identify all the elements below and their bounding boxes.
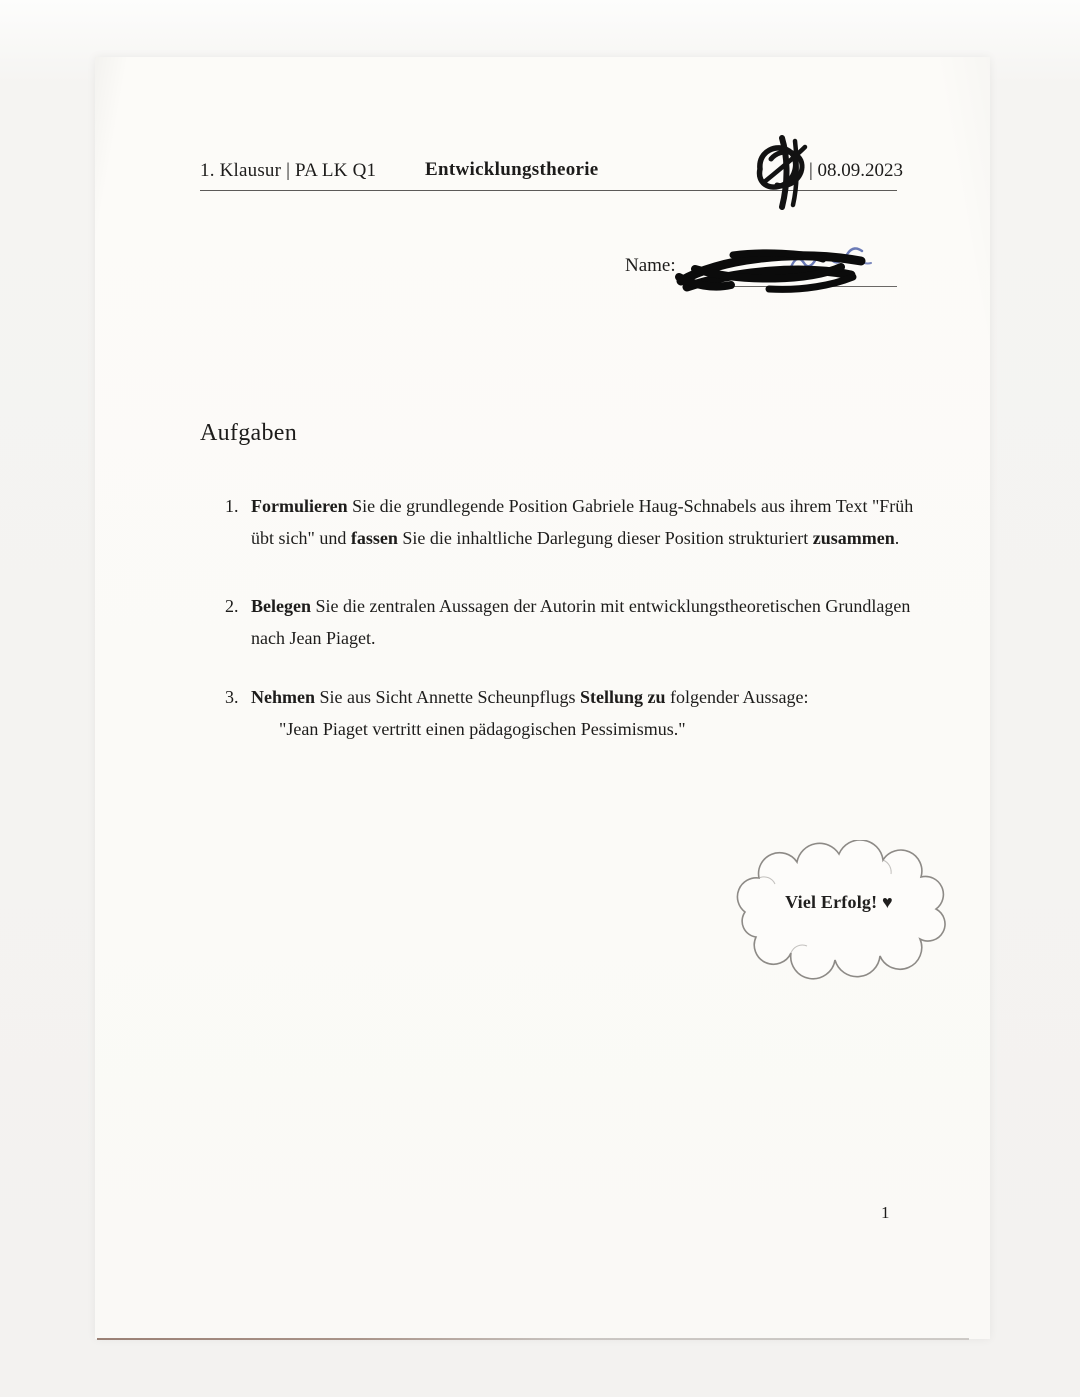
task-text: "Jean Piaget vertritt einen pädagogischen Pessimismus." — [279, 719, 686, 739]
task-line — [251, 522, 913, 554]
task-line — [251, 590, 913, 622]
header-exam-title: Entwicklungstheorie — [425, 159, 599, 180]
task-keyword: Formulieren — [251, 496, 348, 516]
task-line — [279, 713, 913, 745]
name-scribble-icon — [673, 237, 883, 295]
task-item — [225, 590, 913, 654]
header-date: | 08.09.2023 — [809, 160, 904, 181]
paper-sheet — [95, 57, 990, 1339]
task-number: 2. — [225, 596, 239, 616]
task-text: nach Jean Piaget. — [251, 628, 376, 648]
task-text: übt sich" und — [251, 528, 351, 548]
page-number: 1 — [881, 1203, 890, 1222]
task-text: Sie aus Sicht Annette Scheunpflugs — [315, 687, 580, 707]
task-item — [225, 681, 913, 745]
sheet-bottom-edge — [97, 1338, 969, 1340]
signature-scribble-icon — [751, 135, 813, 211]
task-text: Sie die inhaltliche Darlegung dieser Position strukturiert — [397, 528, 813, 548]
task-keyword: fassen — [350, 528, 398, 548]
header-course-label: 1. Klausur | PA LK Q1 — [200, 160, 377, 181]
task-text: . — [894, 528, 900, 548]
section-heading: Aufgaben — [200, 420, 298, 446]
task-number: 1. — [225, 496, 239, 516]
task-line — [251, 681, 913, 713]
task-keyword: Stellung zu — [579, 687, 666, 707]
task-text: Sie die grundlegende Position Gabriele Haug-Schnabels aus ihrem Text "Früh — [347, 496, 914, 516]
task-line — [251, 490, 913, 522]
task-text: folgender Aussage: — [665, 687, 809, 707]
task-keyword: zusammen — [812, 528, 895, 548]
tasks — [225, 490, 913, 745]
task-text: Sie die zentralen Aussagen der Autorin mit entwicklungstheoretischen Grundlagen — [311, 596, 911, 616]
good-luck-text: Viel Erfolg! ♥ — [785, 892, 893, 912]
task-item — [225, 490, 913, 554]
name-label: Name: — [625, 255, 676, 276]
task-keyword: Belegen — [251, 596, 311, 616]
task-line — [251, 622, 913, 654]
good-luck-cloud — [723, 840, 955, 980]
task-keyword: Nehmen — [251, 687, 315, 707]
task-number: 3. — [225, 687, 239, 707]
